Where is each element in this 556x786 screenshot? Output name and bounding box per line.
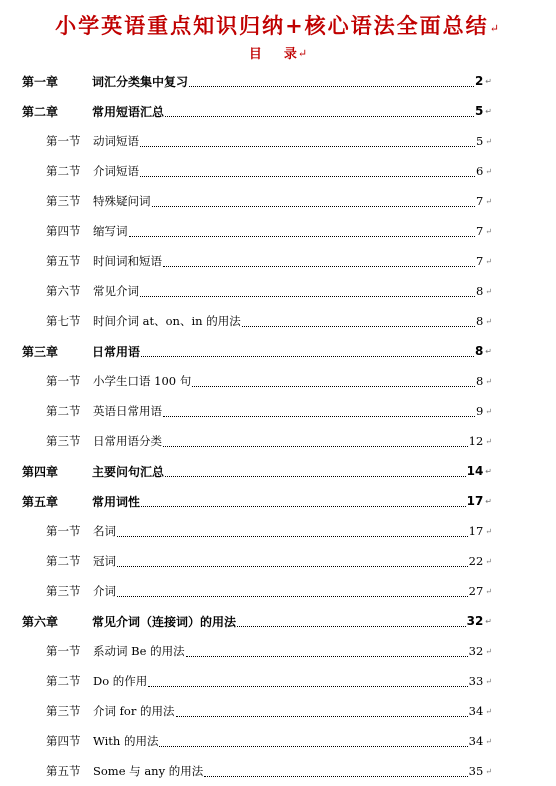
toc-section-entry[interactable] [46, 216, 492, 246]
toc-entry-title: 日常用语 [92, 344, 141, 359]
toc-entry-number: 第一节 [46, 134, 81, 148]
toc-section-entry[interactable] [46, 546, 492, 576]
return-mark-icon: ↵ [485, 676, 492, 686]
dot-leader [163, 265, 475, 267]
dot-leader [141, 355, 474, 357]
toc-entry-number: 第三节 [46, 194, 81, 208]
toc-section-entry[interactable] [46, 516, 492, 546]
dot-leader [117, 565, 468, 567]
toc-chapter-entry[interactable] [22, 66, 492, 96]
toc-entry-number: 第三节 [46, 704, 81, 718]
return-mark-icon: ↵ [485, 616, 492, 626]
document-title [0, 10, 556, 40]
toc-entry-number: 第四节 [46, 734, 81, 748]
toc-entry-title: With 的用法 [93, 734, 159, 748]
return-mark-icon: ↵ [485, 76, 492, 86]
toc-entry-page-number: 5 [474, 104, 484, 118]
dot-leader [186, 655, 468, 657]
toc-entry-page-number: 8 [475, 374, 484, 388]
toc-entry-page-number: 34 [468, 704, 484, 718]
return-mark-icon: ↵ [485, 436, 492, 446]
return-mark-icon: ↵ [485, 706, 492, 716]
return-mark-icon: ↵ [485, 256, 492, 266]
dot-leader [204, 775, 467, 777]
return-mark-icon: ↵ [485, 226, 492, 236]
toc-section-entry[interactable] [46, 126, 492, 156]
return-mark-icon: ↵ [485, 496, 492, 506]
toc-entry-title: 冠词 [93, 554, 116, 568]
toc-section-entry[interactable] [46, 246, 492, 276]
toc-entry-title: 小学生口语 100 句 [93, 374, 192, 388]
toc-entry-title: 特殊疑问词 [93, 194, 151, 208]
return-mark-icon: ↵ [485, 286, 492, 296]
dot-leader [159, 745, 467, 747]
toc-entry-title: 时间词和短语 [93, 254, 162, 268]
toc-chapter-entry[interactable] [22, 456, 492, 486]
toc-entry-number: 第六章 [22, 614, 59, 629]
toc-entry-number: 第六节 [46, 284, 81, 298]
dot-leader [163, 415, 475, 417]
toc-entry-page-number: 12 [468, 434, 484, 448]
dot-leader [192, 385, 475, 387]
dot-leader [237, 625, 466, 627]
return-mark-icon: ↵ [489, 22, 501, 35]
toc-entry-page-number: 8 [474, 344, 484, 358]
toc-entry-page-number: 8 [475, 314, 484, 328]
return-mark-icon: ↵ [485, 766, 492, 776]
toc-chapter-entry[interactable] [22, 486, 492, 516]
toc-entry-title: 英语日常用语 [93, 404, 162, 418]
return-mark-icon: ↵ [485, 736, 492, 746]
toc-entry-page-number: 22 [468, 554, 484, 568]
toc-chapter-entry[interactable] [22, 96, 492, 126]
toc-entry-page-number: 2 [474, 74, 484, 88]
return-mark-icon: ↵ [485, 526, 492, 536]
toc-entry-title: 常见介词（连接词）的用法 [92, 614, 237, 629]
toc-heading-left: 目 [248, 47, 262, 62]
toc-section-entry[interactable] [46, 156, 492, 186]
toc-entry-page-number: 7 [475, 254, 484, 268]
return-mark-icon: ↵ [485, 166, 492, 176]
return-mark-icon: ↵ [485, 466, 492, 476]
toc-section-entry[interactable] [46, 636, 492, 666]
toc-section-entry[interactable] [46, 366, 492, 396]
return-mark-icon: ↵ [485, 196, 492, 206]
toc-entry-title: 介词 [93, 584, 116, 598]
dot-leader [163, 445, 468, 447]
toc-section-entry[interactable] [46, 426, 492, 456]
toc-entry-number: 第二节 [46, 674, 81, 688]
return-mark-icon: ↵ [485, 586, 492, 596]
dot-leader [129, 235, 475, 237]
toc-section-entry[interactable] [46, 306, 492, 336]
toc-entry-title: 常用词性 [92, 494, 141, 509]
toc-section-entry[interactable] [46, 696, 492, 726]
toc-heading [0, 43, 556, 62]
toc-heading-right: 录 [283, 47, 297, 62]
toc-entry-page-number: 32 [468, 644, 484, 658]
toc-entry-title: 系动词 Be 的用法 [93, 644, 185, 658]
dot-leader [141, 505, 466, 507]
toc-entry-page-number: 17 [466, 494, 484, 508]
toc-entry-number: 第一节 [46, 644, 81, 658]
toc-entry-title: 词汇分类集中复习 [92, 74, 189, 89]
return-mark-icon: ↵ [485, 376, 492, 386]
toc-entry-page-number: 7 [475, 224, 484, 238]
document-title-text: 小学英语重点知识归纳+核心语法全面总结 [55, 13, 489, 38]
toc-entry-number: 第二节 [46, 554, 81, 568]
return-mark-icon: ↵ [485, 556, 492, 566]
toc-chapter-entry[interactable] [22, 336, 492, 366]
toc-entry-page-number: 32 [466, 614, 484, 628]
return-mark-icon: ↵ [485, 316, 492, 326]
toc-entry-number: 第一节 [46, 524, 81, 538]
toc-entry-page-number: 33 [468, 674, 484, 688]
toc-section-entry[interactable] [46, 276, 492, 306]
toc-entry-title: 名词 [93, 524, 116, 538]
dot-leader [148, 685, 467, 687]
dot-leader [140, 145, 475, 147]
toc-entry-page-number: 14 [466, 464, 484, 478]
dot-leader [117, 535, 468, 537]
toc-entry-page-number: 17 [468, 524, 484, 538]
toc-entry-number: 第一章 [22, 74, 59, 89]
toc-entry-page-number: 34 [468, 734, 484, 748]
toc-entry-number: 第五节 [46, 254, 81, 268]
toc-entry-number: 第二章 [22, 104, 59, 119]
dot-leader [165, 475, 466, 477]
toc-entry-page-number: 8 [475, 284, 484, 298]
toc-entry-number: 第二节 [46, 404, 81, 418]
dot-leader [152, 205, 475, 207]
toc-entry-number: 第四章 [22, 464, 59, 479]
toc-entry-title: 主要问句汇总 [92, 464, 165, 479]
toc-entry-page-number: 35 [468, 764, 484, 778]
return-mark-icon: ↵ [485, 346, 492, 356]
toc-entry-title: 常用短语汇总 [92, 104, 165, 119]
dot-leader [242, 325, 475, 327]
toc-entry-title: 缩写词 [93, 224, 128, 238]
toc-entry-number: 第五节 [46, 764, 81, 778]
toc-entry-title: 动词短语 [93, 134, 139, 148]
toc-entry-title: 常见介词 [93, 284, 139, 298]
toc-entry-page-number: 6 [475, 164, 484, 178]
toc-entry-number: 第七节 [46, 314, 81, 328]
toc-section-entry[interactable] [46, 396, 492, 426]
dot-leader [189, 85, 474, 87]
toc-entry-title: 日常用语分类 [93, 434, 162, 448]
toc-entry-number: 第五章 [22, 494, 59, 509]
return-mark-icon: ↵ [485, 106, 492, 116]
toc-entry-title: 时间介词 at、on、in 的用法 [93, 314, 241, 328]
toc-entry-number: 第一节 [46, 374, 81, 388]
toc-entry-page-number: 7 [475, 194, 484, 208]
toc-entry-page-number: 5 [475, 134, 484, 148]
toc-section-entry[interactable] [46, 666, 492, 696]
dot-leader [140, 295, 475, 297]
dot-leader [140, 175, 475, 177]
return-mark-icon: ↵ [297, 47, 308, 60]
toc-entry-number: 第三章 [22, 344, 59, 359]
toc-entry-number: 第二节 [46, 164, 81, 178]
return-mark-icon: ↵ [485, 406, 492, 416]
return-mark-icon: ↵ [485, 646, 492, 656]
toc-entry-number: 第三节 [46, 584, 81, 598]
dot-leader [165, 115, 474, 117]
dot-leader [176, 715, 468, 717]
dot-leader [117, 595, 468, 597]
return-mark-icon: ↵ [485, 136, 492, 146]
toc-entry-title: 介词短语 [93, 164, 139, 178]
toc-section-entry[interactable] [46, 756, 492, 786]
toc-entry-number: 第四节 [46, 224, 81, 238]
toc-chapter-entry[interactable] [22, 606, 492, 636]
toc-section-entry[interactable] [46, 576, 492, 606]
toc-entry-page-number: 27 [468, 584, 484, 598]
toc-entry-page-number: 9 [475, 404, 484, 418]
toc-section-entry[interactable] [46, 186, 492, 216]
toc-entry-number: 第三节 [46, 434, 81, 448]
toc-section-entry[interactable] [46, 726, 492, 756]
toc-entry-title: Some 与 any 的用法 [93, 764, 204, 778]
toc-entry-title: 介词 for 的用法 [93, 704, 175, 718]
toc-entry-title: Do 的作用 [93, 674, 148, 688]
